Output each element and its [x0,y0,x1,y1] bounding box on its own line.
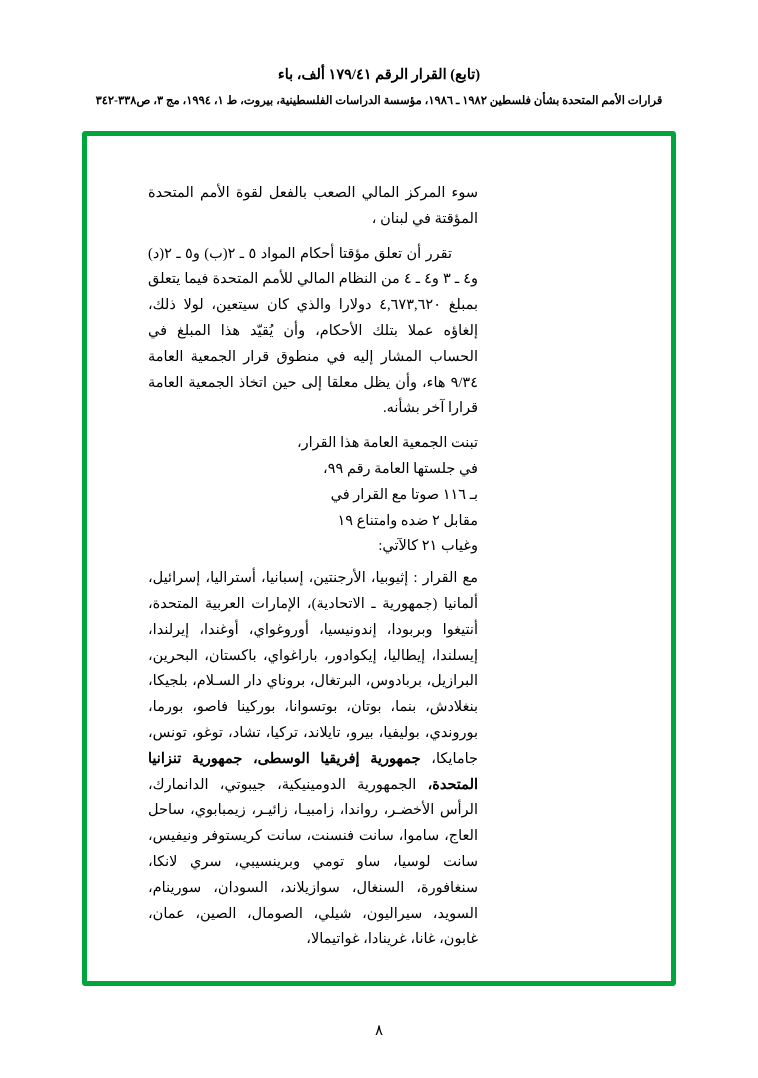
page-header [0,0,758,109]
frame-inner [95,144,663,973]
vote-countries-part1: إثيوبيا، الأرجنتين، إسبانيا، أستراليا، إسرائيل، ألمانيا (جمهورية ـ الاتحادية)، الإمارات العربية المتحدة، أنتيغوا وبربودا، إندونيسيا، أوروغواي، أوغندا، إيرلندا، إيسلندا، إيطاليا، إيكوادور، باراغواي، باكستان، البحرين، البرازيل، بربادوس، البرتغال، بروناي دار السـلام، بلجيكا، بنغلادش، بنما، بوتان، بوتسوانا، بوركينا فاصو، بورما، بوروندي، بوليفيا، بيرو، تايلاند، تركيا، تشاد، توغو، تونس، جامايكا، [148,570,479,767]
header-title: (تابع) القرار الرقم ١٧٩/٤١ ألف، باء [277,67,481,83]
vote-countries-part2: الجمهورية الدومينيكية، جيبوتي، الدانمارك، الرأس الأخضـر، رواندا، زامبيـا، زائيـر، زيمبابوي، ساحل العاج، ساموا، سانت فنسنت، سانت كريستوفر ونيفيس، سانت لوسيا، ساو تومي وبرينسيبي، سري لانكا، سنغافورة، السنغال، سوازيلاند، السودان، سورينام، السويد، سيراليون، شيلي، الصومال، الصين، عمان، غابون، غانا، غرينادا، غواتيمالا، [148,776,478,948]
adoption-line: بـ ١١٦ صوتا مع القرار في [330,486,478,503]
green-border-frame [82,131,676,986]
adoption-line: في جلستها العامة رقم ٩٩، [323,460,478,477]
vote-in-favour-list [148,566,478,953]
vote-in-favour-label: مع القرار : [413,570,479,587]
document-body [96,145,662,953]
page-number: ٨ [374,1023,384,1039]
header-source-line: قرارات الأمم المتحدة بشأن فلسطين ١٩٨٢ ـ ١٩٨٦، مؤسسة الدراسات الفلسطينية، بيروت، ط ١، ١٩٩٤، مج ٣، ص٣٣٨-٣٤٢ [95,94,663,107]
adoption-line: تبنت الجمعية العامة هذا القرار، [296,435,478,452]
adoption-line: وغياب ٢١ كالآتي: [378,538,478,555]
vote-countries-bold: جمهورية إفريقيا الوسطى، جمهورية تنزانيا المتحدة، [148,750,479,793]
adoption-block [148,431,478,560]
adoption-line: مقابل ٢ ضده وامتناع ١٩ [337,512,478,529]
vote-in-favour-block [148,566,478,953]
opening-paragraph: سوء المركز المالي الصعب بالفعل لقوة الأمم المتحدة المؤقتة في لبنان ، [148,185,478,227]
decision-paragraph: تقرر أن تعلق مؤقتا أحكام المواد ٥ ـ ٢(ب) و٥ ـ ٢(د) و٤ ـ ٣ و٤ ـ ٤ من النظام المالي للأمم المتحدة فيما يتعلق بمبلغ ٤,٦٧٣,٦٢٠ دولارا والذي كان سيتعين، لولا ذلك، إلغاؤه عملا بتلك الأحكام، وأن يُقيّد هذا المبلغ في الحساب المشار إليه في منطوق قرار الجمعية العامة ٩/٣٤ هاء، وأن يظل معلقا إلى حين اتخاذ الجمعية العامة قرارا آخر بشأنه. [148,245,478,417]
